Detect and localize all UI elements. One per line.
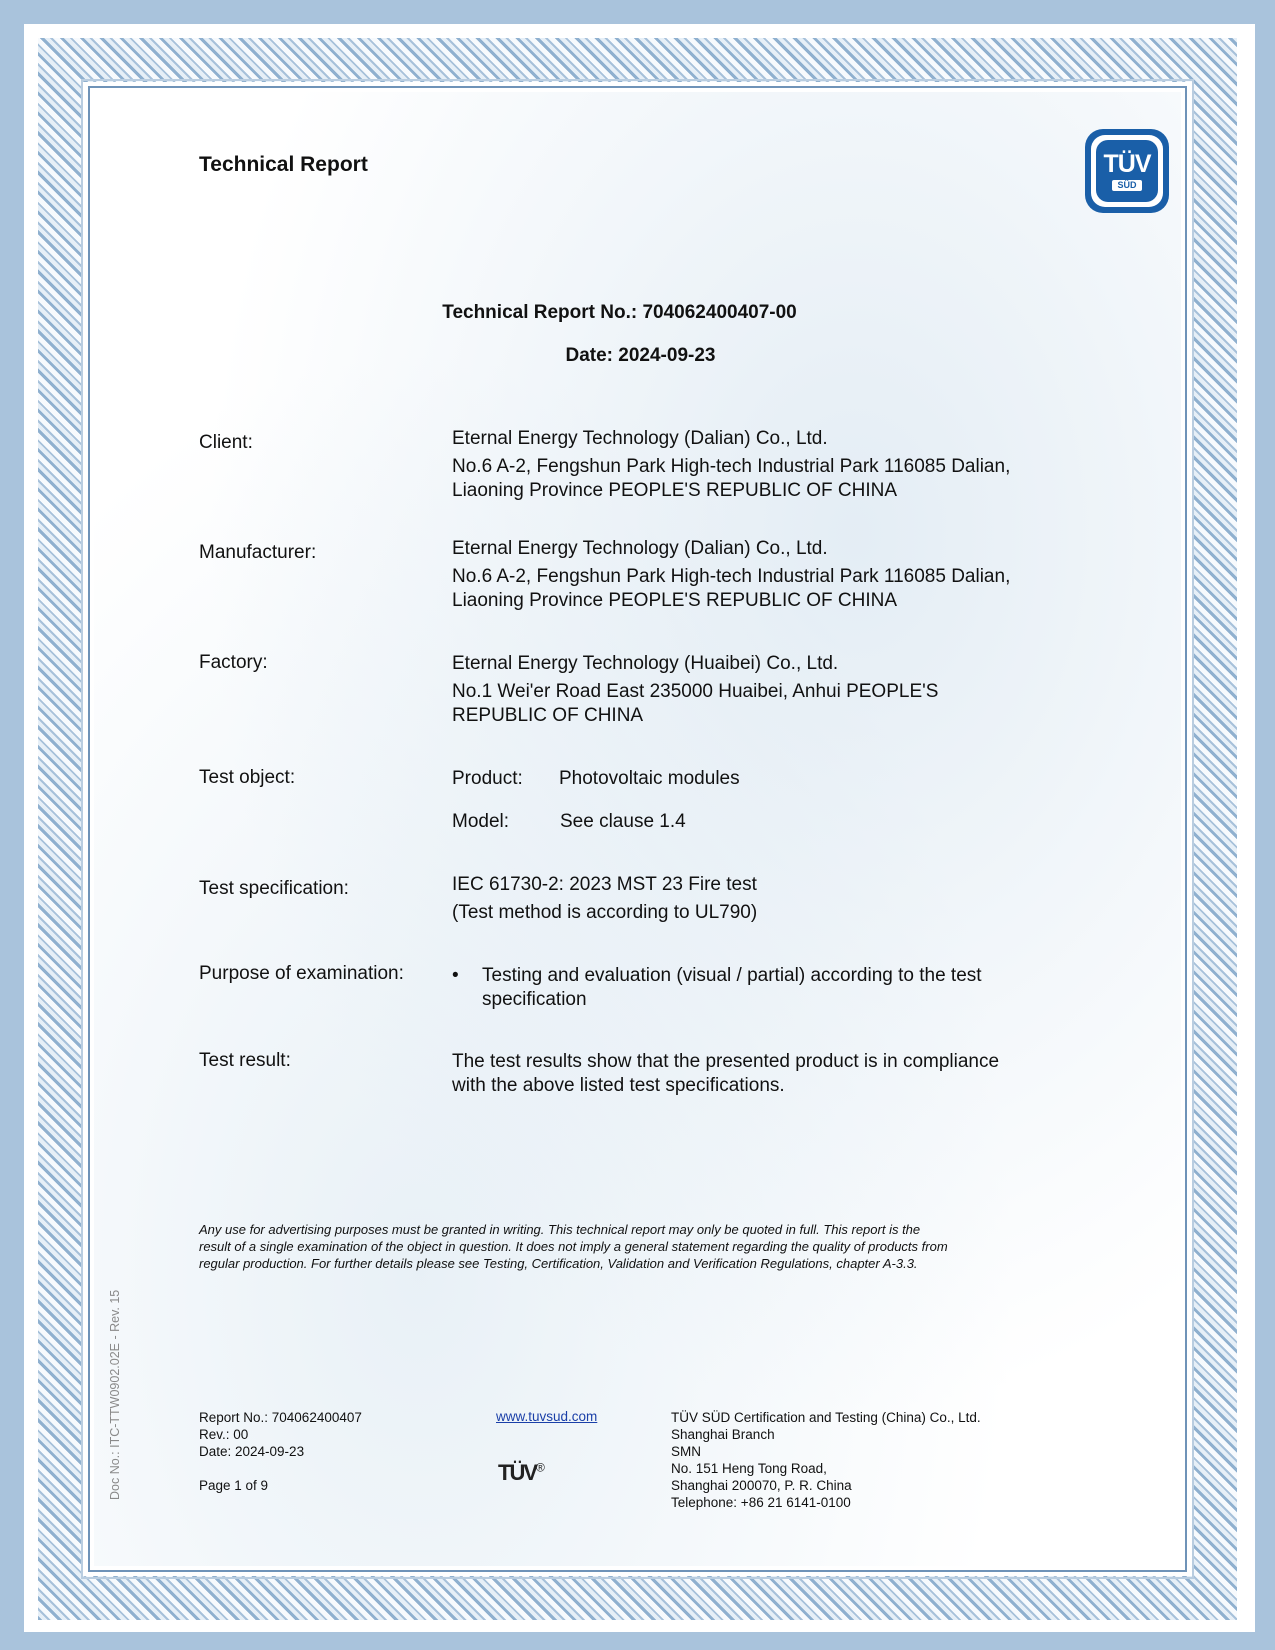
footer-rev: Rev.: 00 xyxy=(199,1427,249,1442)
test-object-label: Test object: xyxy=(199,767,296,788)
manufacturer-address-line2: Liaoning Province PEOPLE'S REPUBLIC OF CHINA xyxy=(452,590,898,611)
product-label: Product: xyxy=(452,768,523,789)
report-number: Technical Report No.: 704062400407-00 xyxy=(442,302,797,323)
footer-date: Date: 2024-09-23 xyxy=(199,1444,305,1459)
manufacturer-value xyxy=(452,537,1010,613)
disclaimer-line1: Any use for advertising purposes must be granted in writing. This technical report may only be quoted in full. This report is the xyxy=(199,1222,921,1237)
client-label: Client: xyxy=(199,432,253,453)
disclaimer-line2: result of a single examination of the object in question. It does not imply a general statement regarding the quality of products from xyxy=(199,1239,948,1254)
website-link[interactable]: www.tuvsud.com xyxy=(496,1409,598,1424)
test-result-line1: The test results show that the presented product is in compliance xyxy=(452,1051,1000,1072)
disclaimer-line3: regular production. For further details please see Testing, Certification, Validation and Verification Regulations, chapter A-3.3. xyxy=(199,1256,918,1271)
model-value: See clause 1.4 xyxy=(560,811,686,832)
client-address-line2: Liaoning Province PEOPLE'S REPUBLIC OF CHINA xyxy=(452,480,898,501)
footer-branch: Shanghai Branch xyxy=(671,1427,775,1442)
logo-bottom-text: SÜD xyxy=(1112,180,1141,191)
factory-address-line2: REPUBLIC OF CHINA xyxy=(452,705,644,726)
manufacturer-address-line1: No.6 A-2, Fengshun Park High-tech Industrial Park 116085 Dalian, xyxy=(452,566,1011,587)
tuv-mark-icon xyxy=(498,1460,545,1486)
model-label: Model: xyxy=(452,811,510,832)
footer-address2: Shanghai 200070, P. R. China xyxy=(671,1478,852,1493)
bullet-icon: • xyxy=(452,965,459,986)
footer-company-info xyxy=(671,1409,981,1511)
tuv-sud-logo-icon xyxy=(1085,129,1169,213)
footer-company: TÜV SÜD Certification and Testing (China) Co., Ltd. xyxy=(671,1410,981,1425)
footer-smn: SMN xyxy=(671,1444,701,1459)
purpose-label: Purpose of examination: xyxy=(199,963,404,984)
test-specification-line2: (Test method is according to UL790) xyxy=(452,902,758,923)
footer-telephone: Telephone: +86 21 6141-0100 xyxy=(671,1495,851,1510)
doc-number-side: Doc No.: ITC-TTW0902.02E - Rev. 15 xyxy=(108,1289,122,1500)
registered-mark: ® xyxy=(536,1460,545,1475)
test-specification-line1: IEC 61730-2: 2023 MST 23 Fire test xyxy=(452,874,757,895)
product-value: Photovoltaic modules xyxy=(559,768,740,789)
disclaimer-text xyxy=(199,1221,1089,1272)
footer-address1: No. 151 Heng Tong Road, xyxy=(671,1461,827,1476)
footer-report-no: Report No.: 704062400407 xyxy=(199,1410,362,1425)
client-name: Eternal Energy Technology (Dalian) Co., Ltd. xyxy=(452,428,828,449)
purpose-line2: specification xyxy=(482,989,587,1010)
report-date: Date: 2024-09-23 xyxy=(565,345,716,366)
manufacturer-name: Eternal Energy Technology (Dalian) Co., Ltd. xyxy=(452,538,828,559)
test-result-value xyxy=(452,1050,999,1098)
factory-address-line1: No.1 Wei'er Road East 235000 Huaibei, Anhui PEOPLE'S xyxy=(452,681,939,702)
test-result-label: Test result: xyxy=(199,1050,291,1071)
test-result-line2: with the above listed test specifications. xyxy=(452,1075,785,1096)
document-title: Technical Report xyxy=(199,153,368,176)
logo-top-text: TÜV xyxy=(1103,149,1151,178)
factory-value xyxy=(452,652,938,728)
footer-page: Page 1 of 9 xyxy=(199,1478,269,1493)
purpose-line1: Testing and evaluation (visual / partial) according to the test xyxy=(482,965,982,986)
footer-report-info xyxy=(199,1409,362,1494)
factory-name: Eternal Energy Technology (Huaibei) Co., Ltd. xyxy=(452,653,839,674)
client-address-line1: No.6 A-2, Fengshun Park High-tech Industrial Park 116085 Dalian, xyxy=(452,456,1011,477)
test-specification-value xyxy=(452,873,757,925)
test-specification-label: Test specification: xyxy=(199,878,349,899)
manufacturer-label: Manufacturer: xyxy=(199,542,317,563)
tuv-mark-text: TÜV xyxy=(498,1460,536,1485)
factory-label: Factory: xyxy=(199,652,268,673)
client-value xyxy=(452,427,1010,503)
purpose-value xyxy=(452,964,982,1012)
